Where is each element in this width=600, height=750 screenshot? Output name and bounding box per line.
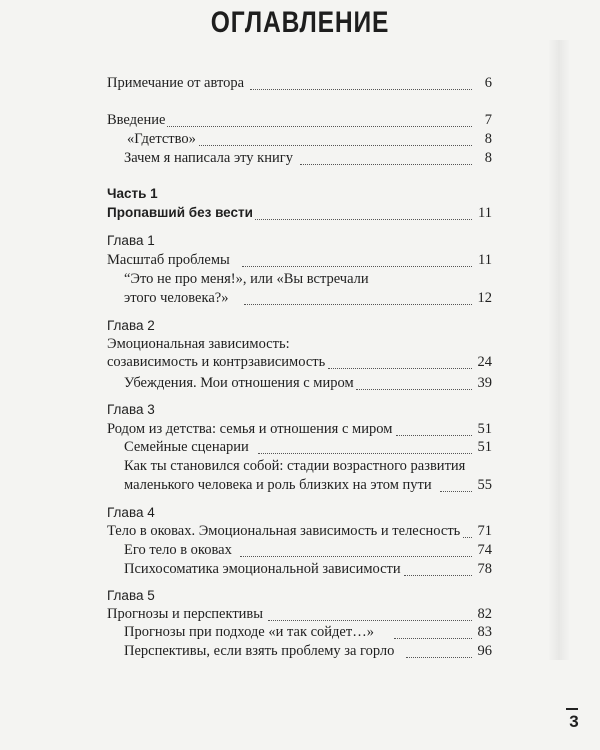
- toc-entry[interactable]: [0, 559, 600, 579]
- toc-entry[interactable]: [0, 475, 600, 495]
- toc-entry-page: 83: [477, 624, 492, 640]
- dot-leader: [165, 106, 472, 127]
- page-number-rule: [566, 708, 578, 710]
- toc-entry-page: 12: [477, 290, 492, 306]
- dot-leader: [258, 433, 472, 454]
- toc-entry-page: 8: [484, 131, 492, 147]
- toc-entry-title: Масштаб проблемы: [107, 252, 230, 268]
- toc-entry-page: 71: [477, 523, 492, 539]
- toc-entry-page: 51: [477, 439, 492, 455]
- toc-entry[interactable]: [0, 540, 600, 560]
- toc-entry[interactable]: [0, 250, 600, 270]
- chapter-heading: [0, 316, 600, 336]
- toc-entry-title: Прогнозы и перспективы: [107, 606, 264, 622]
- toc-entry-title: Тело в оковах. Эмоциональная зависимость и телесность: [107, 523, 461, 539]
- toc-entry-page: 82: [477, 606, 492, 622]
- toc-entry-page: 11: [478, 205, 492, 221]
- toc-entry[interactable]: [0, 604, 600, 624]
- chapter-label: Глава 5: [107, 586, 157, 606]
- toc-entry[interactable]: [0, 437, 600, 457]
- toc-entry-page: 51: [477, 421, 492, 437]
- toc-entry-title: Прогнозы при подходе «и так сойдет…»: [124, 624, 374, 640]
- dot-leader: [250, 69, 472, 90]
- toc-entry-title: Его тело в оковах: [124, 542, 232, 558]
- toc-entry-page: 39: [477, 375, 492, 391]
- toc-entry-title: Перспективы, если взять проблему за горло: [124, 643, 395, 659]
- toc-entry-line[interactable]: [0, 456, 600, 476]
- dot-leader: [192, 125, 472, 146]
- toc-entry-title: Эмоциональная зависимость:: [107, 336, 290, 352]
- toc-entry[interactable]: [0, 352, 600, 372]
- toc-entry[interactable]: [0, 148, 600, 168]
- toc-entry-page: 55: [477, 477, 492, 493]
- part-label: Часть 1: [107, 184, 160, 204]
- toc-entry-page: 11: [478, 252, 492, 268]
- chapter-label: Глава 2: [107, 316, 157, 336]
- toc-entry-title: Семейные сценарии: [124, 439, 249, 455]
- toc-entry-title: Родом из детства: семья и отношения с миром: [107, 421, 393, 437]
- dot-leader: [244, 284, 472, 305]
- toc-entry[interactable]: [0, 641, 600, 661]
- toc-entry-title: Убеждения. Мои отношения с миром: [124, 375, 354, 391]
- toc-entry[interactable]: [0, 373, 600, 393]
- toc-entry-page: 74: [477, 542, 492, 558]
- toc-entry-title: маленького человека и роль близких на этом пути: [124, 477, 432, 493]
- dot-leader: [328, 348, 472, 369]
- chapter-label: Глава 3: [107, 400, 157, 420]
- page-title: ОГЛАВЛЕНИЕ: [210, 6, 390, 39]
- toc-entry-title: Как ты становился собой: стадии возрастного развития: [124, 458, 466, 474]
- toc-entry-title: Введение: [107, 112, 166, 128]
- chapter-label: Глава 1: [107, 231, 157, 251]
- toc-entry[interactable]: [0, 203, 600, 223]
- toc-entry-title: Пропавший без вести: [107, 203, 255, 223]
- dot-leader: [300, 144, 472, 165]
- toc-entry[interactable]: [0, 288, 600, 308]
- toc-entry-title: «Гдетство»: [127, 131, 196, 147]
- dot-leader: [242, 246, 472, 267]
- page-number: 3: [569, 712, 579, 731]
- toc-entry-title: Зачем я написала эту книгу: [124, 150, 293, 166]
- toc-entry-title: Психосоматика эмоциональной зависимости: [124, 561, 401, 577]
- toc-entry[interactable]: [0, 73, 600, 93]
- toc-entry-title: “Это не про меня!», или «Вы встречали: [124, 271, 369, 287]
- toc-entry-page: 96: [477, 643, 492, 659]
- toc-entry-page: 24: [477, 354, 492, 370]
- toc-entry-page: 6: [484, 75, 492, 91]
- toc-entry-title: созависимость и контрзависимость: [107, 354, 326, 370]
- toc-entry-title: этого человека?»: [124, 290, 229, 306]
- toc-entry-line[interactable]: [0, 334, 600, 354]
- toc-entry-page: 7: [484, 112, 492, 128]
- dot-leader: [246, 199, 472, 220]
- chapter-label: Глава 4: [107, 503, 157, 523]
- toc-entry-page: 8: [484, 150, 492, 166]
- toc-entry-title: Примечание от автора: [107, 75, 245, 91]
- toc-entry[interactable]: [0, 622, 600, 642]
- dot-leader: [240, 536, 472, 557]
- toc-entry-page: 78: [477, 561, 492, 577]
- chapter-heading: [0, 503, 600, 523]
- chapter-heading: [0, 400, 600, 420]
